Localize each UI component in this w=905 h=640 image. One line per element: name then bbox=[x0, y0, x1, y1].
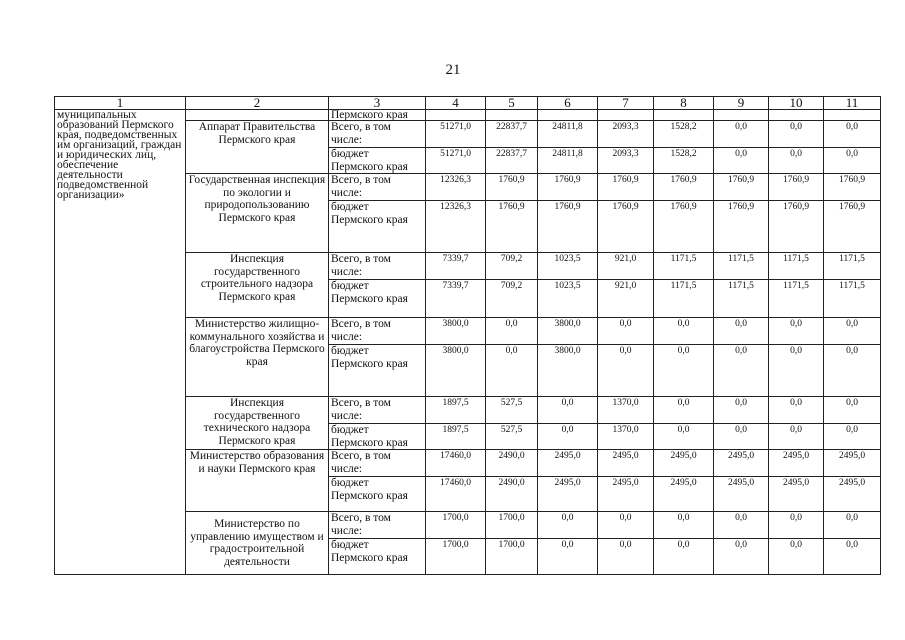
value-cell: 0,0 bbox=[714, 424, 769, 450]
value-cell: 0,0 bbox=[538, 539, 598, 575]
value-cell: 709,2 bbox=[486, 253, 538, 280]
value-cell: 527,5 bbox=[486, 397, 538, 424]
program-description-cell: муниципальных образований Пермского края, подведомственных им организаций, граждан и юридических лиц, обеспечение деятельности подведомственной организации» bbox=[55, 110, 186, 575]
value-cell: 0,0 bbox=[714, 539, 769, 575]
budget-label-cell: бюджет Пермского края bbox=[329, 477, 426, 512]
total-label-cell: Всего, в том числе: bbox=[329, 174, 426, 201]
column-header: 2 bbox=[186, 97, 329, 110]
value-cell: 2495,0 bbox=[538, 450, 598, 477]
value-cell: 0,0 bbox=[824, 512, 881, 539]
value-cell: 1897,5 bbox=[426, 397, 486, 424]
value-cell: 17460,0 bbox=[426, 477, 486, 512]
column-header: 3 bbox=[329, 97, 426, 110]
value-cell: 0,0 bbox=[598, 318, 654, 345]
value-cell: 2495,0 bbox=[654, 450, 714, 477]
value-cell: 3800,0 bbox=[538, 345, 598, 397]
value-cell: 0,0 bbox=[654, 539, 714, 575]
value-cell: 7339,7 bbox=[426, 253, 486, 280]
value-cell: 0,0 bbox=[714, 148, 769, 174]
total-label-cell: Всего, в том числе: bbox=[329, 397, 426, 424]
value-cell: 0,0 bbox=[769, 397, 824, 424]
table-cell bbox=[598, 110, 654, 121]
value-cell: 0,0 bbox=[769, 424, 824, 450]
value-cell: 12326,3 bbox=[426, 174, 486, 201]
value-cell: 1171,5 bbox=[714, 253, 769, 280]
value-cell: 0,0 bbox=[654, 424, 714, 450]
value-cell: 0,0 bbox=[769, 121, 824, 148]
table-cell bbox=[426, 110, 486, 121]
column-header: 5 bbox=[486, 97, 538, 110]
value-cell: 0,0 bbox=[714, 318, 769, 345]
value-cell: 2495,0 bbox=[824, 450, 881, 477]
continuation-row bbox=[55, 110, 881, 121]
table-cell bbox=[714, 110, 769, 121]
value-cell: 0,0 bbox=[598, 539, 654, 575]
budget-table bbox=[54, 96, 881, 575]
value-cell: 709,2 bbox=[486, 280, 538, 318]
budget-label-cell: бюджет Пермского края bbox=[329, 539, 426, 575]
value-cell: 1700,0 bbox=[486, 512, 538, 539]
value-cell: 17460,0 bbox=[426, 450, 486, 477]
value-cell: 2093,3 bbox=[598, 148, 654, 174]
value-cell: 2490,0 bbox=[486, 450, 538, 477]
column-header-row bbox=[55, 97, 881, 110]
value-cell: 0,0 bbox=[824, 424, 881, 450]
value-cell: 1528,2 bbox=[654, 121, 714, 148]
entity-name-cell: Государственная инспекция по экологии и природопользованию Пермского края bbox=[186, 174, 329, 253]
value-cell: 921,0 bbox=[598, 280, 654, 318]
value-cell: 0,0 bbox=[538, 424, 598, 450]
value-cell: 2490,0 bbox=[486, 477, 538, 512]
entity-name-cell: Министерство по управлению имуществом и градостроительной деятельности bbox=[186, 512, 329, 575]
value-cell: 1760,9 bbox=[598, 201, 654, 253]
value-cell: 1171,5 bbox=[769, 280, 824, 318]
value-cell: 3800,0 bbox=[538, 318, 598, 345]
value-cell: 0,0 bbox=[824, 345, 881, 397]
value-cell: 1760,9 bbox=[654, 201, 714, 253]
table-cell bbox=[824, 110, 881, 121]
total-label-cell: Всего, в том числе: bbox=[329, 450, 426, 477]
continuation-label: Пермского края bbox=[329, 110, 426, 121]
value-cell: 1370,0 bbox=[598, 397, 654, 424]
value-cell: 1171,5 bbox=[824, 280, 881, 318]
budget-label-cell: бюджет Пермского края bbox=[329, 424, 426, 450]
value-cell: 0,0 bbox=[654, 318, 714, 345]
value-cell: 2495,0 bbox=[714, 477, 769, 512]
entity-name-cell: Аппарат Правительства Пермского края bbox=[186, 121, 329, 174]
column-header: 11 bbox=[824, 97, 881, 110]
value-cell: 1528,2 bbox=[654, 148, 714, 174]
value-cell: 1760,9 bbox=[598, 174, 654, 201]
value-cell: 1760,9 bbox=[769, 174, 824, 201]
value-cell: 0,0 bbox=[769, 512, 824, 539]
value-cell: 3800,0 bbox=[426, 318, 486, 345]
value-cell: 2495,0 bbox=[598, 450, 654, 477]
value-cell: 24811,8 bbox=[538, 121, 598, 148]
column-header: 4 bbox=[426, 97, 486, 110]
value-cell: 1760,9 bbox=[714, 174, 769, 201]
value-cell: 1760,9 bbox=[769, 201, 824, 253]
value-cell: 0,0 bbox=[598, 512, 654, 539]
budget-label-cell: бюджет Пермского края bbox=[329, 148, 426, 174]
table-cell bbox=[654, 110, 714, 121]
column-header: 9 bbox=[714, 97, 769, 110]
value-cell: 7339,7 bbox=[426, 280, 486, 318]
value-cell: 0,0 bbox=[769, 148, 824, 174]
page-number: 21 bbox=[445, 62, 461, 78]
value-cell: 527,5 bbox=[486, 424, 538, 450]
value-cell: 0,0 bbox=[486, 318, 538, 345]
table-cell bbox=[486, 110, 538, 121]
value-cell: 1760,9 bbox=[824, 201, 881, 253]
value-cell: 1760,9 bbox=[824, 174, 881, 201]
value-cell: 1171,5 bbox=[824, 253, 881, 280]
value-cell: 1370,0 bbox=[598, 424, 654, 450]
value-cell: 0,0 bbox=[824, 397, 881, 424]
value-cell: 0,0 bbox=[769, 539, 824, 575]
value-cell: 3800,0 bbox=[426, 345, 486, 397]
entity-name-cell: Министерство образования и науки Пермского края bbox=[186, 450, 329, 512]
value-cell: 2495,0 bbox=[824, 477, 881, 512]
total-label-cell: Всего, в том числе: bbox=[329, 318, 426, 345]
value-cell: 24811,8 bbox=[538, 148, 598, 174]
value-cell: 0,0 bbox=[654, 512, 714, 539]
budget-label-cell: бюджет Пермского края bbox=[329, 280, 426, 318]
value-cell: 2495,0 bbox=[654, 477, 714, 512]
value-cell: 921,0 bbox=[598, 253, 654, 280]
value-cell: 22837,7 bbox=[486, 148, 538, 174]
value-cell: 2495,0 bbox=[538, 477, 598, 512]
value-cell: 1023,5 bbox=[538, 280, 598, 318]
value-cell: 0,0 bbox=[538, 397, 598, 424]
value-cell: 0,0 bbox=[714, 345, 769, 397]
column-header: 1 bbox=[55, 97, 186, 110]
column-header: 6 bbox=[538, 97, 598, 110]
budget-label-cell: бюджет Пермского края bbox=[329, 345, 426, 397]
value-cell: 0,0 bbox=[824, 148, 881, 174]
value-cell: 2495,0 bbox=[598, 477, 654, 512]
value-cell: 1760,9 bbox=[654, 174, 714, 201]
value-cell: 0,0 bbox=[769, 318, 824, 345]
value-cell: 1171,5 bbox=[714, 280, 769, 318]
value-cell: 0,0 bbox=[824, 121, 881, 148]
value-cell: 1760,9 bbox=[538, 174, 598, 201]
value-cell: 0,0 bbox=[598, 345, 654, 397]
value-cell: 1171,5 bbox=[769, 253, 824, 280]
value-cell: 1760,9 bbox=[486, 201, 538, 253]
value-cell: 0,0 bbox=[714, 121, 769, 148]
entity-name-cell: Инспекция государственного строительного надзора Пермского края bbox=[186, 253, 329, 318]
value-cell: 0,0 bbox=[714, 512, 769, 539]
value-cell: 0,0 bbox=[654, 345, 714, 397]
value-cell: 51271,0 bbox=[426, 121, 486, 148]
value-cell: 1760,9 bbox=[714, 201, 769, 253]
value-cell: 2093,3 bbox=[598, 121, 654, 148]
value-cell: 0,0 bbox=[654, 397, 714, 424]
total-label-cell: Всего, в том числе: bbox=[329, 512, 426, 539]
value-cell: 0,0 bbox=[486, 345, 538, 397]
column-header: 7 bbox=[598, 97, 654, 110]
entity-name-cell: Инспекция государственного технического надзора Пермского края bbox=[186, 397, 329, 450]
value-cell: 2495,0 bbox=[714, 450, 769, 477]
value-cell: 22837,7 bbox=[486, 121, 538, 148]
table-cell bbox=[769, 110, 824, 121]
column-header: 8 bbox=[654, 97, 714, 110]
value-cell: 1760,9 bbox=[486, 174, 538, 201]
value-cell: 0,0 bbox=[769, 345, 824, 397]
value-cell: 0,0 bbox=[538, 512, 598, 539]
table-cell bbox=[538, 110, 598, 121]
value-cell: 0,0 bbox=[824, 539, 881, 575]
value-cell: 1171,5 bbox=[654, 253, 714, 280]
value-cell: 2495,0 bbox=[769, 477, 824, 512]
total-label-cell: Всего, в том числе: bbox=[329, 253, 426, 280]
value-cell: 51271,0 bbox=[426, 148, 486, 174]
budget-label-cell: бюджет Пермского края bbox=[329, 201, 426, 253]
column-header: 10 bbox=[769, 97, 824, 110]
value-cell: 1700,0 bbox=[426, 512, 486, 539]
value-cell: 1171,5 bbox=[654, 280, 714, 318]
value-cell: 12326,3 bbox=[426, 201, 486, 253]
value-cell: 0,0 bbox=[824, 318, 881, 345]
value-cell: 1897,5 bbox=[426, 424, 486, 450]
entity-name-cell: Министерство жилищно-коммунального хозяйства и благоустройства Пермского края bbox=[186, 318, 329, 397]
table-cell bbox=[186, 110, 329, 121]
value-cell: 1700,0 bbox=[426, 539, 486, 575]
value-cell: 2495,0 bbox=[769, 450, 824, 477]
total-label-cell: Всего, в том числе: bbox=[329, 121, 426, 148]
value-cell: 1023,5 bbox=[538, 253, 598, 280]
value-cell: 1700,0 bbox=[486, 539, 538, 575]
value-cell: 1760,9 bbox=[538, 201, 598, 253]
value-cell: 0,0 bbox=[714, 397, 769, 424]
